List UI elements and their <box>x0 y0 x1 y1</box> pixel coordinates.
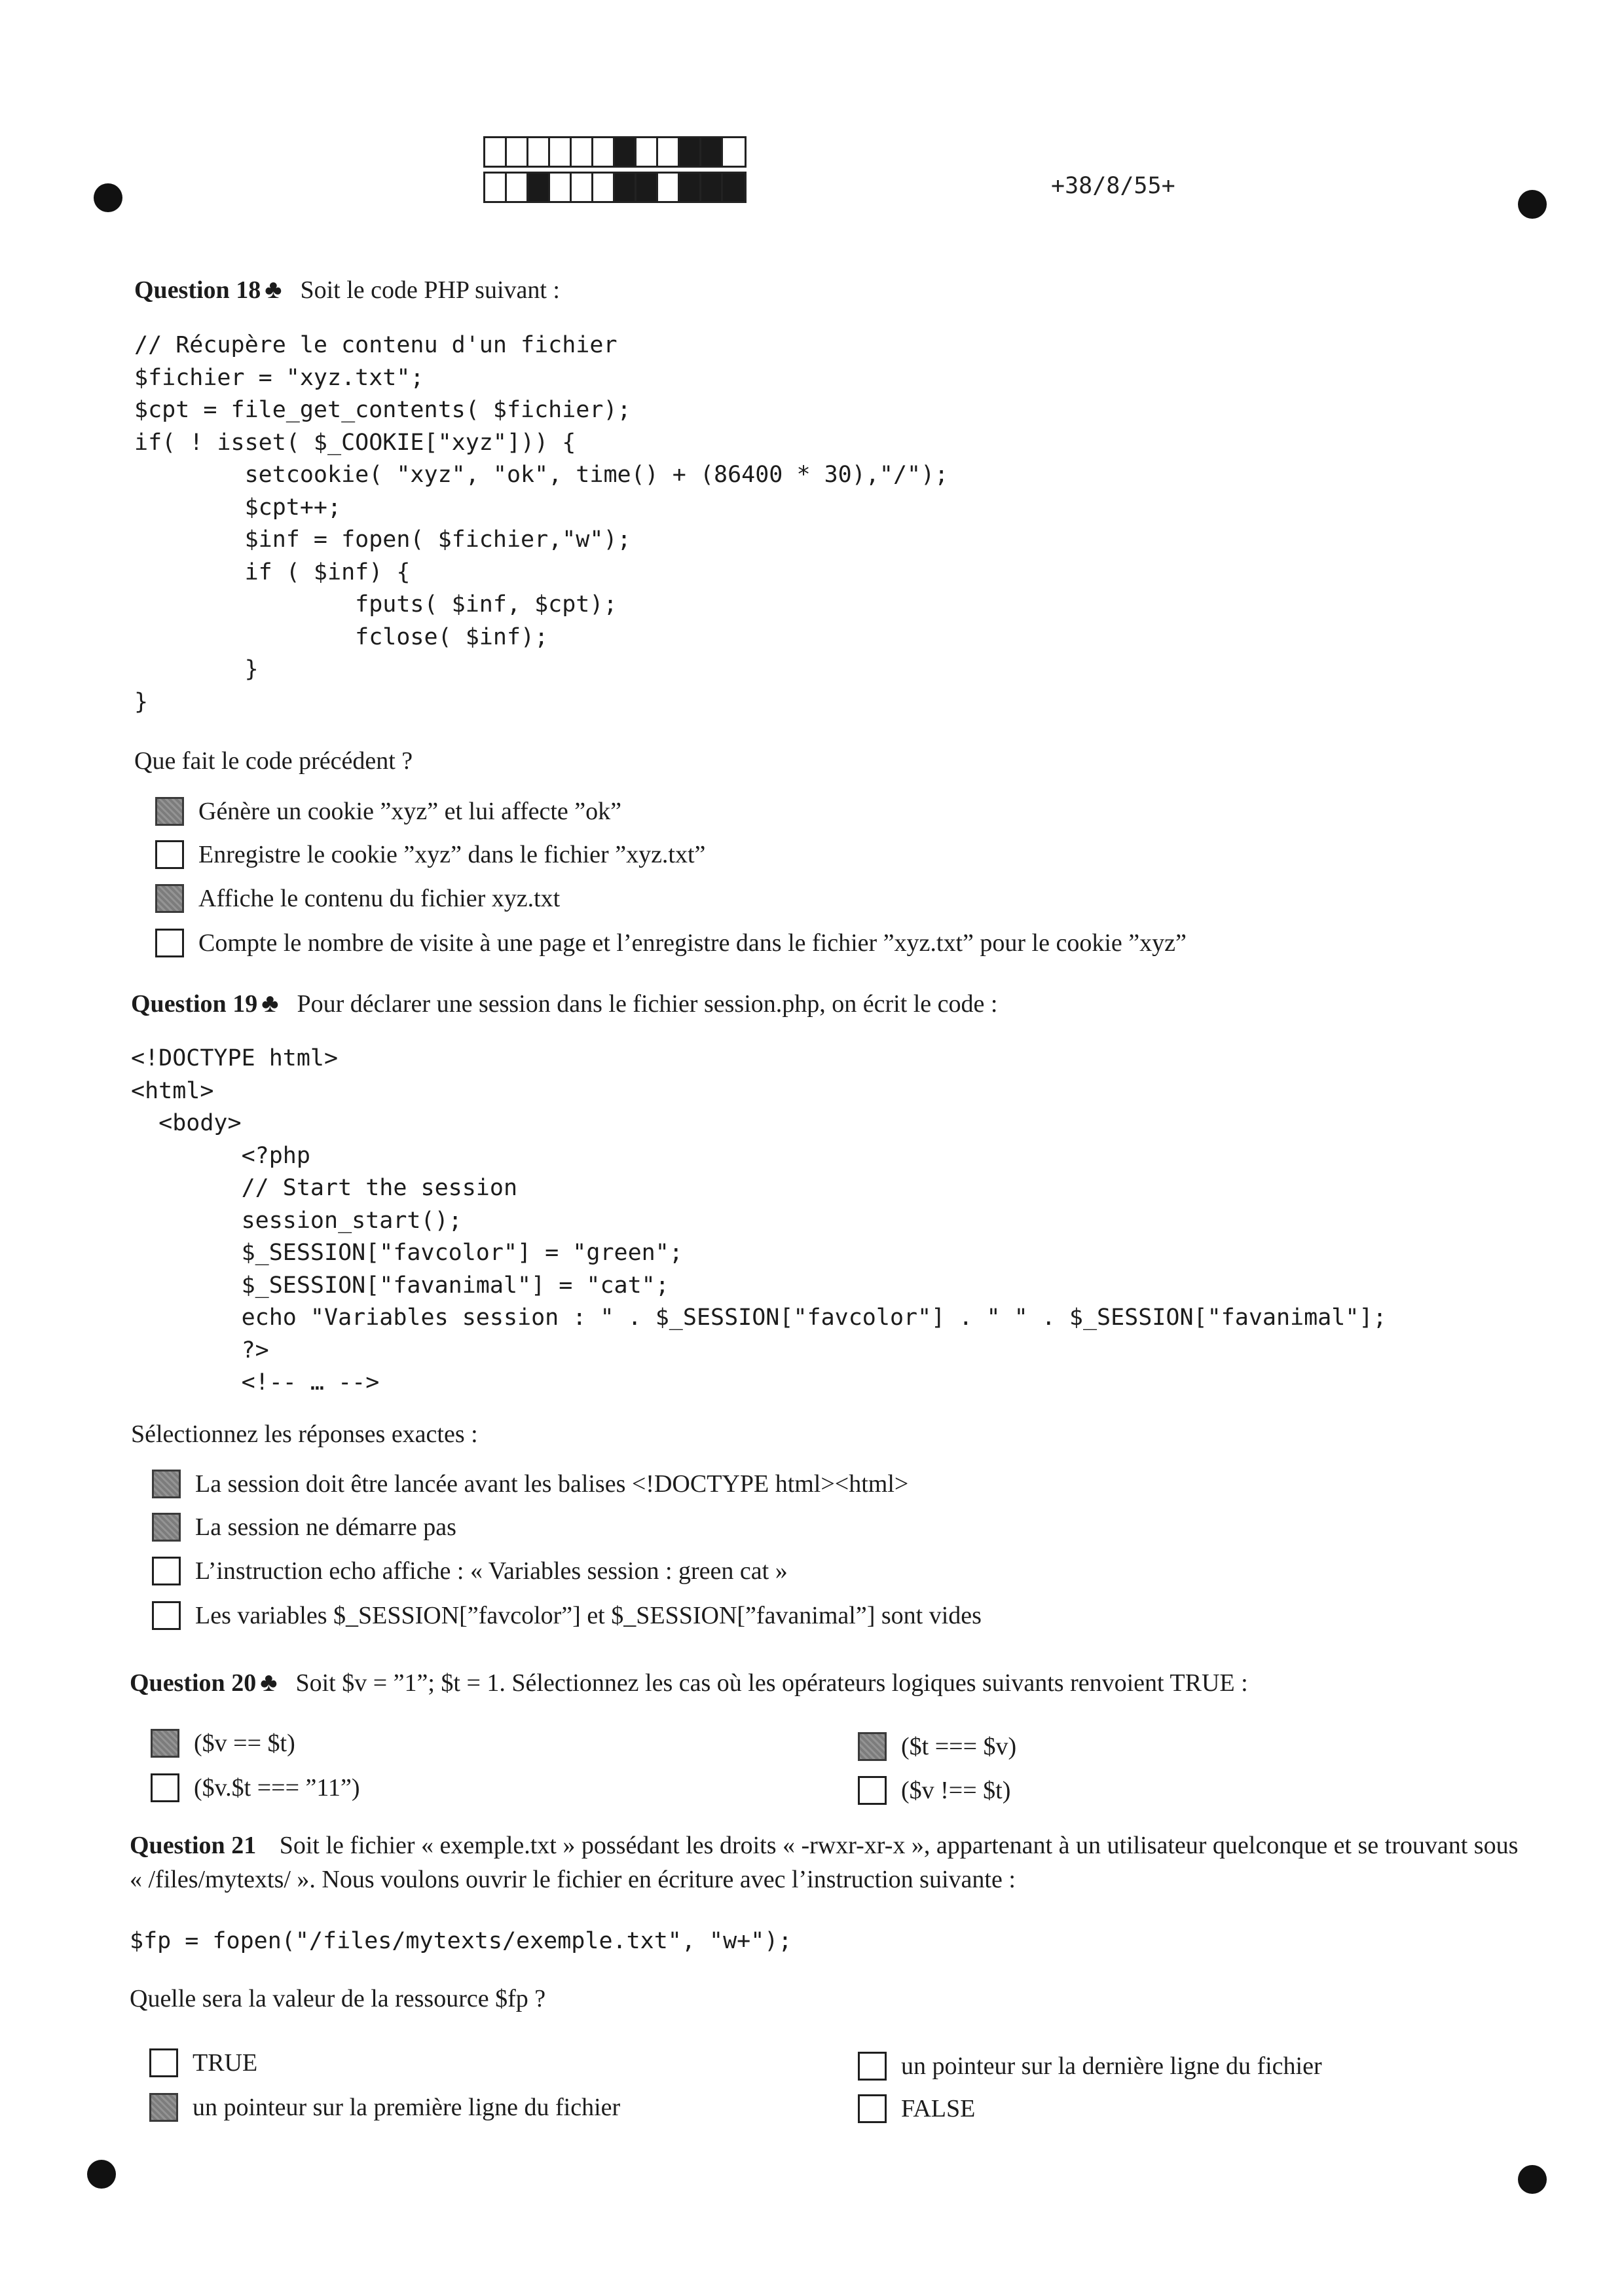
checkbox[interactable] <box>151 1729 179 1758</box>
answer-label: L’instruction echo affiche : « Variables session : green cat » <box>195 1557 788 1585</box>
club-icon: ♣ <box>265 274 282 304</box>
club-icon: ♣ <box>261 988 279 1018</box>
barcode-cell <box>593 174 615 201</box>
checkbox[interactable] <box>151 1773 179 1802</box>
question-20-header <box>130 1667 1248 1697</box>
answer-label: La session doit être lancée avant les balises <!DOCTYPE html><html> <box>195 1470 909 1498</box>
barcode-cell <box>680 174 701 201</box>
answer-label: un pointeur sur la dernière ligne du fichier <box>901 2052 1322 2080</box>
checkbox[interactable] <box>858 1732 887 1761</box>
answer-option[interactable] <box>858 1732 1016 1761</box>
barcode-cell <box>680 138 701 166</box>
barcode-cell <box>723 174 745 201</box>
answer-option[interactable] <box>155 797 621 826</box>
question-prompt: Sélectionnez les réponses exactes : <box>131 1420 478 1448</box>
question-prompt: Que fait le code précédent ? <box>134 747 413 775</box>
answer-option[interactable] <box>149 2093 620 2122</box>
barcode-cell <box>528 174 550 201</box>
php-code-line: $fp = fopen("/files/mytexts/exemple.txt", "w+"); <box>130 1928 792 1954</box>
answer-label: Enregistre le cookie ”xyz” dans le fichier ”xyz.txt” <box>198 841 706 868</box>
answer-label: Génère un cookie ”xyz” et lui affecte ”ok” <box>198 798 621 825</box>
question-text: Soit le fichier « exemple.txt » possédant les droits « -rwxr-xr-x », appartenant à un utilisateur quelconque et se trouvant sous « /files/mytexts/ ». Nous voulons ouvrir le fichier en écriture avec l’instruction suivante : <box>130 1832 1519 1893</box>
checkbox[interactable] <box>858 2052 887 2081</box>
answer-label: un pointeur sur la première ligne du fichier <box>193 2094 621 2121</box>
answer-label: ($v !== $t) <box>901 1777 1011 1804</box>
club-icon: ♣ <box>260 1667 278 1697</box>
answer-option[interactable] <box>152 1557 788 1585</box>
answer-option[interactable] <box>858 1776 1010 1805</box>
answer-label: Les variables $_SESSION[”favcolor”] et $_SESSION[”favanimal”] sont vides <box>195 1602 982 1629</box>
barcode-cell <box>550 138 572 166</box>
barcode-cell <box>637 138 658 166</box>
barcode-cell <box>572 174 593 201</box>
corner-marker-top-left <box>94 183 122 212</box>
answer-option[interactable] <box>155 840 705 869</box>
barcode-cell <box>528 138 550 166</box>
answer-option[interactable] <box>858 2052 1322 2081</box>
question-21-header <box>130 1828 1531 1897</box>
question-text: Pour déclarer une session dans le fichier session.php, on écrit le code : <box>297 990 998 1018</box>
barcode-cell <box>615 174 637 201</box>
answer-label: ($v == $t) <box>194 1730 295 1757</box>
answer-label: Affiche le contenu du fichier xyz.txt <box>198 885 561 912</box>
answer-option[interactable] <box>152 1601 982 1630</box>
corner-marker-bottom-right <box>1518 2165 1547 2194</box>
barcode-cell <box>615 138 637 166</box>
barcode-cell <box>658 174 680 201</box>
php-code-block: // Récupère le contenu d'un fichier $fichier = "xyz.txt"; $cpt = file_get_contents( $fichier); if( ! isset( $_COOKIE["xyz"])) { setcookie( "xyz", "ok", time() + (86400 * 30),"/"); $cpt++; $inf = fopen( $fichier,"w"); if ( $inf) { fputs( $inf, $cpt); fclose( $inf); } } <box>134 332 949 715</box>
checkbox[interactable] <box>155 840 184 869</box>
checkbox[interactable] <box>152 1470 181 1498</box>
corner-marker-bottom-left <box>87 2160 116 2189</box>
question-19-header <box>131 988 997 1018</box>
answer-option[interactable] <box>155 929 1187 957</box>
question-label: Question 21 <box>130 1832 257 1859</box>
answer-label: ($v.$t === ”11”) <box>194 1774 360 1802</box>
answer-option[interactable] <box>151 1773 360 1802</box>
answer-option[interactable] <box>149 2048 257 2077</box>
answer-label: ($t === $v) <box>901 1733 1017 1760</box>
answer-label: TRUE <box>193 2049 258 2077</box>
question-prompt: Quelle sera la valeur de la ressource $fp ? <box>130 1985 546 2012</box>
question-label: Question 18 <box>134 276 261 304</box>
answer-label: Compte le nombre de visite à une page et l’enregistre dans le fichier ”xyz.txt” pour le cookie ”xyz” <box>198 929 1187 957</box>
checkbox[interactable] <box>149 2048 178 2077</box>
barcode-cell <box>507 174 528 201</box>
answer-option[interactable] <box>152 1513 456 1542</box>
corner-marker-top-right <box>1518 190 1547 219</box>
barcode-cell <box>550 174 572 201</box>
barcode-cell <box>485 174 507 201</box>
question-text: Soit $v = ”1”; $t = 1. Sélectionnez les cas où les opérateurs logiques suivants renvoient TRUE : <box>295 1669 1248 1697</box>
checkbox[interactable] <box>152 1601 181 1630</box>
checkbox[interactable] <box>858 1776 887 1805</box>
question-18-header <box>134 274 560 305</box>
answer-option[interactable] <box>858 2094 975 2123</box>
checkbox[interactable] <box>155 929 184 957</box>
checkbox[interactable] <box>155 797 184 826</box>
page-id: +38/8/55+ <box>1051 173 1175 199</box>
barcode-cell <box>507 138 528 166</box>
answer-option[interactable] <box>152 1470 908 1498</box>
html-php-code-block: <!DOCTYPE html> <html> <body> <?php // Start the session session_start(); $_SESSION["favcolor"] = "green"; $_SESSION["favanimal"] = "cat"; echo "Variables session : " . $_SESSION["favcolor"] . " " . $_SESSION["favanimal"]; ?> <!-- … --> <box>131 1045 1387 1396</box>
answer-option[interactable] <box>155 884 560 913</box>
barcode-cell <box>637 174 658 201</box>
barcode-bottom <box>483 172 747 203</box>
barcode-cell <box>572 138 593 166</box>
checkbox[interactable] <box>152 1557 181 1585</box>
answer-label: FALSE <box>901 2095 976 2122</box>
question-text: Soit le code PHP suivant : <box>300 276 560 304</box>
question-label: Question 19 <box>131 990 258 1018</box>
answer-option[interactable] <box>151 1729 295 1758</box>
barcode-cell <box>485 138 507 166</box>
barcode-cell <box>701 138 723 166</box>
checkbox[interactable] <box>152 1513 181 1542</box>
checkbox[interactable] <box>149 2093 178 2122</box>
checkbox[interactable] <box>858 2094 887 2123</box>
barcode-cell <box>593 138 615 166</box>
barcode-top <box>483 136 747 168</box>
checkbox[interactable] <box>155 884 184 913</box>
barcode-cell <box>723 138 745 166</box>
answer-label: La session ne démarre pas <box>195 1513 456 1541</box>
barcode-cell <box>658 138 680 166</box>
question-label: Question 20 <box>130 1669 257 1697</box>
barcode-cell <box>701 174 723 201</box>
